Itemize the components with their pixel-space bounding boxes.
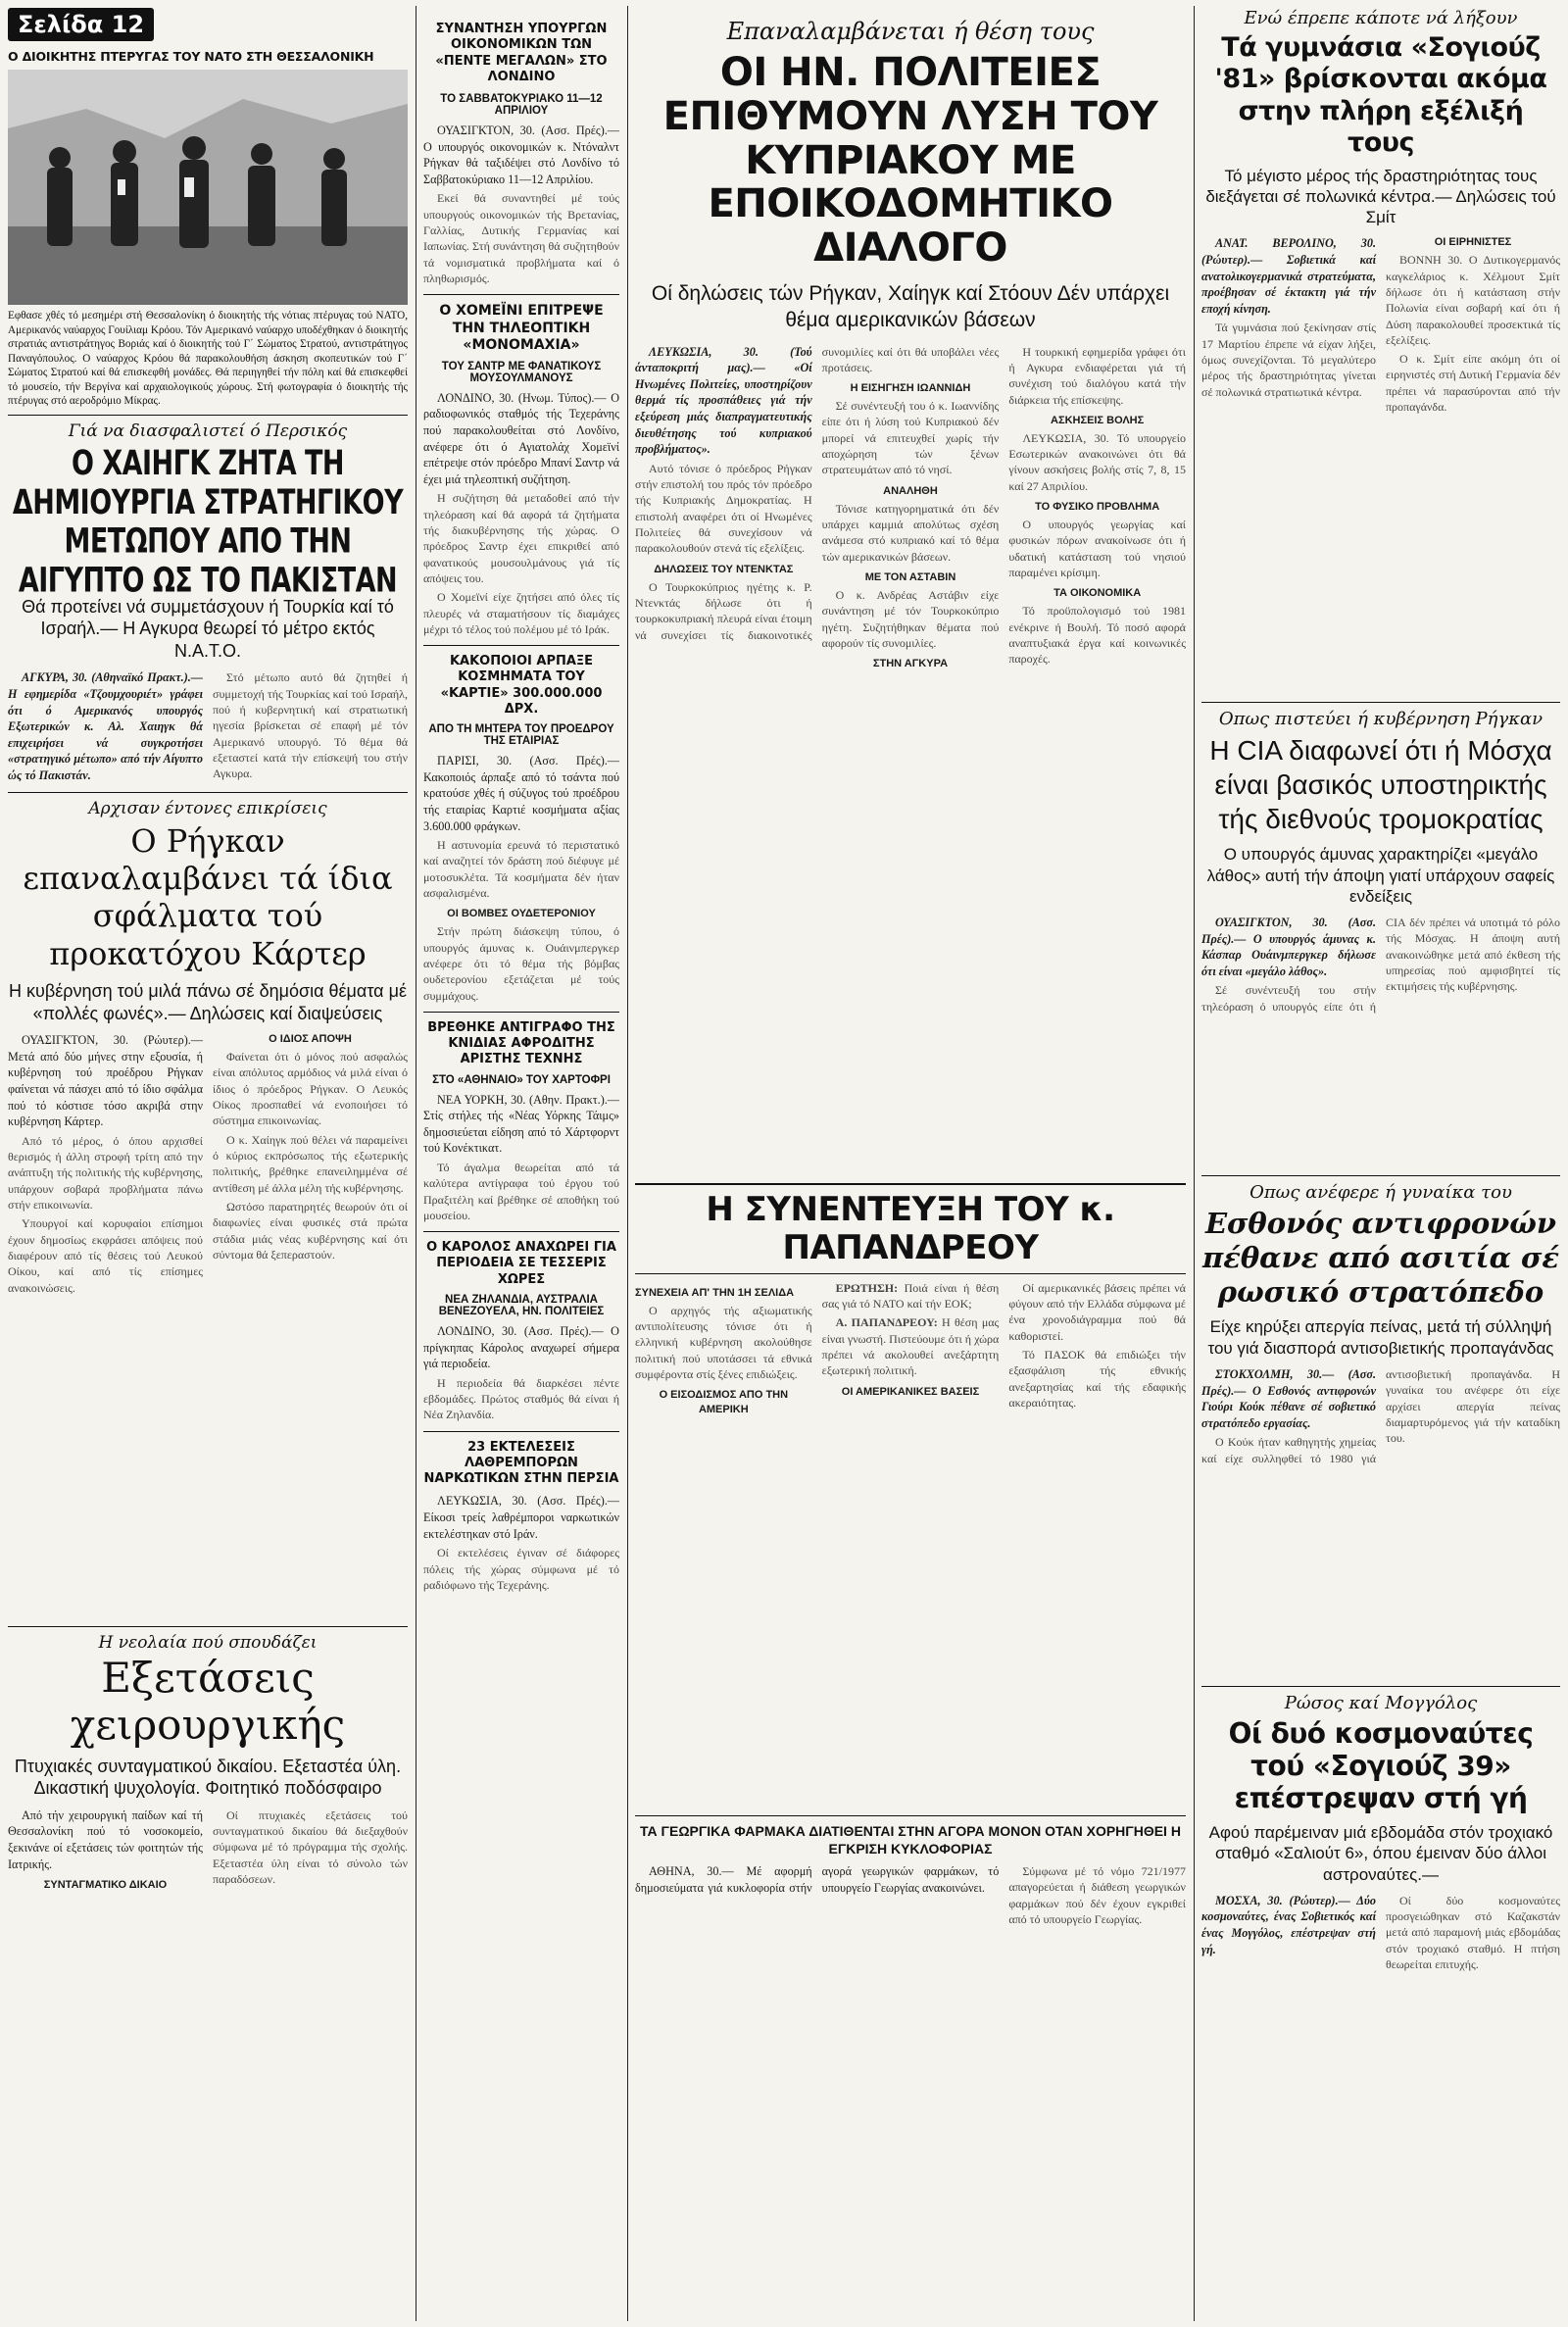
cartier-dateline: ΠΑΡΙΣΙ, 30. (Ασσ. Πρές).— Κακοποιός άρπαξε από τό τσάντα πού κρατούσε χθές ή σύζυγος τού προέδρου τής εταιρίας Καρτιέ κοσμήματα αξίας 3.600.000 φράγκων. — [423, 754, 619, 833]
photo-figures-icon — [8, 70, 408, 305]
gym-dateline: ΑΝΑΤ. ΒΕΡΟΛΙΝΟ, 30. (Ρώυτερ).— Σοβιετικά καί ανατολικογερμανικά στρατεύματα, προέβησαν σέ έκτακτη γιά τήν εποχή κίνηση. — [1201, 236, 1376, 316]
cyprus-filler-7: ΛΕΥΚΩΣΙΑ, 30. Τό υπουργείο Εσωτερικών ανακοινώνει ότι θά γίνουν ασκήσεις βολής στίς 7, 8, 15 καί 27 Απριλίου. — [1008, 430, 1186, 493]
gym-filler-3: Ο κ. Σμίτ είπε ακόμη ότι οί ειρηνιστές στή Δυτική Γερμανία δέν πρέπει νά παρασύρονται από τήν προπαγάνδα. — [1386, 352, 1560, 415]
cyprus-section-6: ΑΣΚΗΣΕΙΣ ΒΟΛΗΣ — [1051, 414, 1145, 426]
exams-section: ΣΥΝΤΑΓΜΑΤΙΚΟ ΔΙΚΑΙΟ — [43, 1879, 168, 1892]
photo-headline: Ο ΔΙΟΙΚΗΤΗΣ ΠΤΕΡΥΓΑΣ ΤΟΥ ΝΑΤΟ ΣΤΗ ΘΕΣΣΑΛΟΝΙΚΗ — [8, 49, 374, 64]
photo-caption: Εφθασε χθές τό μεσημέρι στή Θεσσαλονίκη ό διοικητής τής νότιας πτέρυγας τού ΝΑΤΟ, Αμερικανός ναύαρχος Γουίλιαμ Κρόου. Τόν Αμερικανό ναύαρχο υποδέχθηκαν ό διοικητής στρατιάς αντιστράτηγος Βοριάς καί ό διοικητής τού Γ΄ Σώματος Στρατού, αντιστράτηγος Παναγόπουλος. Ο ναύαρχος Κρόου θά παρακολουθήση άσκηση σκοπευτικών τού Γ΄ Σώματος Στρατού καί θά επισκεφθή μονάδες. Θά περιηγηθεί τήν πόλη καί θά επισκεφθεί τό μουσείο, τήν Βεργίνα καί αρχαιολογικούς χώρους. Στή φωτογραφία ό διοικητής τής πτέρυγας στό αεροδρόμιο Μίκρας. — [8, 310, 408, 408]
cia-kicker: Οπως πιστεύει ή κυβέρνηση Ρήγκαν — [1218, 709, 1544, 730]
haig-dateline: ΑΓΚΥΡΑ, 30. (Αθηναϊκό Πρακτ.).— Η εφημερίδα «Τζουμχουριέτ» γράφει ότι ό Αμερικανός υπουργός Εξωτερικών κ. Αλ. Χαιηγκ θά επιχειρήσει νά συγκροτήσει «στρατηγικό μέτωπο» από τήν Αίγυπτο ώς τό Πακιστάν. — [8, 670, 203, 782]
pesticides-article — [635, 1863, 1186, 1927]
cartier-headline: ΚΑΚΟΠΟΙΟΙ ΑΡΠΑΞΕ ΚΟΣΜΗΜΑΤΑ ΤΟΥ «ΚΑΡΤΙΕ» 300.000.000 ΔΡΧ. — [440, 654, 603, 717]
answer-label: Α. ΠΑΠΑΝΔΡΕΟΥ: — [835, 1315, 938, 1330]
cyprus-filler-6: Η τουρκική εφημερίδα γράφει ότι ή Αγκυρα ενδιαφέρεται γιά τή συνέχιση τού διαλόγου κατά τήν διάρκεια τής επίσκεψης. — [1008, 344, 1186, 407]
exams-article — [8, 1807, 408, 1893]
london-filler: Εκεί θά συναντηθεί μέ τούς υπουργούς οικονομικών τής Βρετανίας, Γαλλίας, Δυτικής Γερμανίας καί Ιαπωνίας. Στή συνάντηση θά συζητηθούν τά νομισματικά προβλήματα καί ό πληθωρισμός. — [423, 191, 619, 285]
cia-headline: Η CIA διαφωνεί ότι ή Μόσχα είναι βασικός υποστηρικτής τής διεθνούς τρομοκρατίας — [1209, 735, 1552, 835]
cyprus-section-3: ΑΝΑΛΗΘΗ — [883, 484, 938, 497]
space-subheadline: Αφού παρέμειναν μιά εβδομάδα στόν τροχιακό σταθμό «Σαλιούτ 6», όπου έμειναν δύο άλλοι αστροναύτες.— — [1208, 1823, 1553, 1884]
column-center — [635, 8, 1186, 2321]
papandreou-article — [635, 1280, 1186, 1809]
reagan-article — [8, 1032, 408, 1620]
column-rule-2 — [627, 6, 628, 2321]
space-filler: Οί δύο κοσμοναύτες προσγειώθηκαν στό Καζακστάν μετά από παραμονή μιάς εβδομάδας στόν τροχιακό σταθμό. Η πτήση θεωρείται επιτυχής. — [1386, 1893, 1560, 1972]
cyprus-kicker: Επαναλαμβάνεται ή θέση τους — [726, 18, 1095, 45]
cyprus-section-7: ΤΟ ΦΥΣΙΚΟ ΠΡΟΒΛΗΜΑ — [1035, 501, 1160, 514]
cyprus-filler-9: Τό προϋπολογισμό τού 1981 ενέκρινε ή Βουλή. Τό ποσό αφορά αναπτυξιακά έργα καί κοινωνικές παροχές. — [1008, 604, 1186, 667]
smugglers-headline: 23 ΕΚΤΕΛΕΣΕΙΣ ΛΑΘΡΕΜΠΟΡΩΝ ΝΑΡΚΩΤΙΚΩΝ ΣΤΗΝ ΠΕΡΣΙΑ — [423, 1439, 619, 1487]
cartier-article — [423, 753, 619, 1004]
ussr-dateline: ΣΤΟΚΧΟΛΜΗ, 30.— (Ασσ. Πρές).— Ο Εσθονός αντιφρονών Γιούρι Κούκ πέθανε σέ σοβιετικό στρατόπεδο εργασίας. — [1201, 1366, 1376, 1430]
papandreou-filler-5: Τό ΠΑΣΟΚ θά επιδιώξει τήν εξασφάλιση τής εθνικής ανεξαρτησίας καί τής εδαφικής ακεραιότητας. — [1008, 1348, 1186, 1410]
london-headline: ΣΥΝΑΝΤΗΣΗ ΥΠΟΥΡΓΩΝ ΟΙΚΟΝΟΜΙΚΩΝ ΤΩΝ «ΠΕΝΤΕ ΜΕΓΑΛΩΝ» ΣΤΟ ΛΟΝΔΙΝΟ — [435, 22, 608, 84]
space-dateline: ΜΟΣΧΑ, 30. (Ρώυτερ).— Δύο κοσμοναύτες, ένας Σοβιετικός καί ένας Μογγόλος, επέστρεψαν στή γή. — [1201, 1893, 1376, 1956]
reagan-subheadline: Η κυβέρνηση τού μιλά πάνω σέ δημόσια θέματα μέ «πολλές φωνές».— Δηλώσεις καί διαψεύσεις — [9, 981, 407, 1023]
gym-article — [1201, 235, 1560, 696]
cia-subheadline: Ο υπουργός άμυνας χαρακτηρίζει «μεγάλο λάθος» αυτή τήν άποψη γιατί υπάρχουν σαφείς ενδείξεις — [1206, 845, 1555, 906]
reagan-filler-5: Ωστόσο παρατηρητές θεωρούν ότι οί διαφωνίες είναι φυσικές στά πρώτα στάδια μιάς νέας κυβέρνησης καί ότι σύντομα θά ξεπεραστούν. — [213, 1199, 408, 1262]
reagan-filler-2: Υπουργοί καί κορυφαίοι επίσημοι έχουν δημοσίως εκφράσει απόψεις πού διαφέρουν από τίς θέσεις τού Λευκού Οίκου, καί από τίς επίσημες ανακοινώσεις. — [8, 1216, 203, 1295]
reagan-kicker: Αρχισαν έντονες επικρίσεις — [88, 798, 327, 818]
charles-headline: Ο ΚΑΡΟΛΟΣ ΑΝΑΧΩΡΕΙ ΓΙΑ ΠΕΡΙΟΔΕΙΑ ΣΕ ΤΕΣΣΕΡΙΣ ΧΩΡΕΣ — [426, 1240, 616, 1287]
khomeini-filler-2: Ο Χομεϊνί είχε ζητήσει από όλες τίς πλευρές νά σταματήσουν τίς διαμάχες μέχρι τό τέλος τού πολέμου μέ τό Ιράκ. — [423, 590, 619, 636]
copies-article — [423, 1092, 619, 1224]
cyprus-filler-3: Σέ συνέντευξή του ό κ. Ιωαννίδης είπε ότι ή λύση τού Κυπριακού δέν μπορεί νά επιτευχθεί χωρίς τήν αποχώρηση τών ξένων στρατευμάτων από τό νησί. — [821, 399, 1000, 477]
reagan-dateline: ΟΥΑΣΙΓΚΤΟΝ, 30. (Ρώυτερ).— Μετά από δύο μήνες στην εξουσία, ή κυβέρνηση τού προέδρου Ρήγκαν φαίνεται νά πάσχει από τό ίδιο σφάλμα πού τό κόστισε τόσο ακριβά στην κυβέρνηση Κάρτερ. — [8, 1033, 203, 1129]
charles-article — [423, 1323, 619, 1423]
cyprus-filler-1: Αυτό τόνισε ό πρόεδρος Ρήγκαν στήν επιστολή του πρός τόν πρόεδρο τής Κυπριακής Δημοκρατίας. Η επιστολή αναφέρει ότι οί Ηνωμένες Πολιτείες θά συνεχίσουν νά παρακολουθούν στενά τίς εξελίξεις. — [635, 461, 812, 556]
haig-headline: Ο ΧΑΙΗΓΚ ΖΗΤΑ ΤΗ ΔΗΜΙΟΥΡΓΙΑ ΣΤΡΑΤΗΓΙΚΟΥ ΜΕΤΩΠΟΥ ΑΠΟ ΤΗΝ ΑΙΓΥΠΤΟ ΩΣ ΤΟ ΠΑΚΙΣΤΑΝ — [12, 443, 404, 601]
reagan-headline: Ο Ρήγκαν επαναλαμβάνει τά ίδια σφάλματα τού προκατόχου Κάρτερ — [23, 821, 393, 972]
cyprus-headline: ΟΙ ΗΝ. ΠΟΛΙΤΕΙΕΣ ΕΠΙΘΥΜΟΥΝ ΛΥΣΗ ΤΟΥ ΚΥΠΡΙΑΚΟΥ ΜΕ ΕΠΟΙΚΟΔΟΜΗΤΙΚΟ ΔΙΑΛΟΓΟ — [662, 50, 1158, 272]
reagan-section: Ο ΙΔΙΟΣ ΑΠΟΨΗ — [269, 1033, 352, 1046]
gym-section: ΟΙ ΕΙΡΗΝΙΣΤΕΣ — [1434, 236, 1512, 249]
neutron-filler: Στήν πρώτη διάσκεψη τύπου, ό υπουργός άμυνας κ. Ουάινμπεργκερ ανέφερε ότι τό θέμα τής βόμβας ουδετερονίου εξετάζεται μέ τούς συμμάχους. — [423, 924, 619, 1003]
cyprus-filler-4: Τόνισε κατηγορηματικά ότι δέν υπάρχει καμμιά απολύτως σχέση ανάμεσα στό κυπριακό καί τό θέμα τών αμερικανικών βάσεων. — [821, 501, 1000, 564]
cyprus-section-2: Η ΕΙΣΗΓΗΣΗ ΙΩΑΝΝΙΔΗ — [850, 382, 971, 395]
papandreou-section-2: ΟΙ ΑΜΕΡΙΚΑΝΙΚΕΣ ΒΑΣΕΙΣ — [841, 1385, 980, 1398]
haig-filler: Στό μέτωπο αυτό θά ζητηθεί ή συμμετοχή τής Τουρκίας καί τού Ισραήλ, πού ή κυβερνητική καί στρατιωτική ηγεσία βρίσκεται σέ επαφή μέ τόν Αμερικανό υπουργό. Τό θέμα θά εξεταστεί κατά τήν επίσκεψή του στήν Αγκυρα. — [213, 670, 408, 781]
exams-dateline: Από τήν χειρουργική παίδων καί τή Θεσσαλονίκη πού τό νοσοκομείο, ξεκινάνε οί εξετάσεις τών φοιτητών τής Ιατρικής. — [8, 1807, 203, 1871]
cyprus-article — [635, 344, 1186, 1177]
ussr-headline: Εσθονός αντιφρονών πέθανε από ασιτία σέ ρωσικό στρατόπεδο — [1201, 1207, 1560, 1309]
copies-dateline: ΝΕΑ ΥΟΡΚΗ, 30. (Αθην. Πρακτ.).— Στίς στήλες τής «Νέας Υόρκης Τάιμς» δημοσιεύεται είδηση από τό Χάρτφορντ τού Κονέκτικατ. — [423, 1092, 619, 1156]
ussr-subheadline: Είχε κηρύξει απεργία πείνας, μετά τή σύλληψή του γιά διασπορά αντισοβιετικής προπαγάνδας — [1207, 1317, 1554, 1358]
london-subheadline: ΤΟ ΣΑΒΒΑΤΟΚΥΡΙΑΚΟ 11—12 ΑΠΡΙΛΙΟΥ — [440, 93, 603, 117]
reagan-filler-4: Ο κ. Χαίηγκ πού θέλει νά παραμείνει ό κύριος εκπρόσωπος τής εξωτερικής πολιτικής, βρέθηκε επανειλημμένα σέ αντίθεση μέ άλλα μέλη τής κυβέρνησης. — [213, 1132, 408, 1195]
khomeini-dateline: ΛΟΝΔΙΝΟ, 30. (Ηνωμ. Τύπος).— Ο ραδιοφωνικός σταθμός τής Τεχεράνης πού παρακολουθείται στό Λονδίνο, ανέφερε ότι ό Αγιατολάχ Χομεϊνί επέτρεψε στόν πρόεδρο Μπανί Σαντρ νά έχει μιά τηλεοπτική συζήτηση. — [423, 390, 619, 486]
cyprus-section-1: ΔΗΛΩΣΕΙΣ ΤΟΥ ΝΤΕΝΚΤΑΣ — [654, 563, 794, 575]
papandreou-filler-3: Α. ΠΑΠΑΝΔΡΕΟΥ: Η θέση μας είναι γνωστή. Πιστεύουμε ότι ή χώρα πρέπει νά ακολουθεί ανεξάρτητη εξωτερική πολιτική. — [821, 1315, 1000, 1378]
cyprus-dateline: ΛΕΥΚΩΣΙΑ, 30. (Τού άνταποκριτή μας).— «Οί Ηνωμένες Πολιτείες, υποστηρίζουν θερμά τίς προσπάθειες γιά τήν εξεύρεση μιάς διαπραγματευτικής διευθέτησης τού κυπριακού προβλήματος». — [635, 344, 812, 457]
gym-filler-2: ΒΟΝΝΗ 30. Ο Δυτικογερμανός καγκελάριος κ. Χέλμουτ Σμίτ δήλωσε ότι ή κατάσταση στήν Πολωνία είναι σοβαρή καί ότι ή Δύση παρακολουθεί προσεκτικά τίς εξελίξεις. — [1386, 253, 1560, 347]
reagan-filler-1: Από τό μέρος, ό όπου αρχισθεί θερισμός ή άλλη στροφή τρίτη από την ανάπτυξη τής πολιτικής τής κυβέρνησης, υπάρχουν σοβαρά προβλήματα πάνω στήν επικοινωνία. — [8, 1133, 203, 1212]
exams-kicker: Η νεολαία πού σπουδάζει — [98, 1633, 318, 1654]
cartier-filler: Η αστυνομία ερευνά τό περιστατικό καί αναζητεί τόν δράστη πού διέφυγε μέ μοτοσυκλέτα. Τά κοσμήματα δέν ήταν ασφαλισμένα. — [423, 838, 619, 901]
neutron-section: ΟΙ ΒΟΜΒΕΣ ΟΥΔΕΤΕΡΟΝΙΟΥ — [447, 908, 596, 920]
space-article — [1201, 1893, 1560, 1973]
gym-kicker: Ενώ έπρεπε κάποτε νά λήξουν — [1244, 8, 1518, 28]
exams-headline: Εξετάσεις χειρουργικής — [70, 1654, 346, 1750]
smugglers-filler: Οί εκτελέσεις έγιναν σέ διάφορες πόλεις τής χώρας σύμφωνα μέ τό ραδιόφωνο τής Τεχεράνης. — [423, 1546, 619, 1592]
cyprus-filler-8: Ο υπουργός γεωργίας καί φυσικών πόρων ανακοίνωσε ότι ή υδατική κατάσταση τού νησιού παραμένει κρίσιμη. — [1008, 517, 1186, 579]
cyprus-filler-2: Ο Τουρκοκύπριος ηγέτης κ. Ρ. Ντενκτάς δήλωσε ότι ή τουρκοκυπριακή πλευρά είναι έτοιμη νά συνεχίσει τίς διακοινοτικές συνομιλίες καί ότι θά υποβάλει νέες προτάσεις. — [635, 344, 1000, 642]
charles-subheadline: ΝΕΑ ΖΗΛΑΝΔΙΑ, ΑΥΣΤΡΑΛΙΑ ΒΕΝΕΖΟΥΕΛΑ, ΗΝ. ΠΟΛΙΤΕΙΕΣ — [438, 1293, 605, 1317]
charles-filler: Η περιοδεία θά διαρκέσει πέντε εβδομάδες. Πρώτος σταθμός θά είναι ή Νέα Ζηλανδία. — [423, 1375, 619, 1422]
khomeini-article — [423, 390, 619, 637]
pesticides-dateline: ΑΘΗΝΑ, 30.— Μέ αφορμή δημοσιεύματα γιά κυκλοφορία στήν αγορά γεωργικών φαρμάκων, τό υπουργείο Γεωργίας ανακοινώνει. — [635, 1864, 1000, 1895]
papandreou-headline: Η ΣΥΝΕΝΤΕΥΞΗ ΤΟΥ κ. ΠΑΠΑΝΔΡΕΟΥ — [706, 1189, 1115, 1267]
ussr-article — [1201, 1366, 1560, 1680]
haig-kicker: Γιά να διασφαλιστεί ό Περσικός — [68, 421, 348, 441]
copies-subheadline: ΣΤΟ «ΑΘΗΝΑΙΟ» ΤΟΥ ΧΑΡΤΟΦΡΙ — [432, 1073, 611, 1086]
cartier-subheadline: ΑΠΟ ΤΗ ΜΗΤΕΡΑ ΤΟΥ ΠΡΟΕΔΡΟΥ ΤΗΣ ΕΤΑΙΡΙΑΣ — [428, 723, 614, 748]
cyprus-section-5: ΣΤΗΝ ΑΓΚΥΡΑ — [872, 658, 949, 670]
london-dateline: ΟΥΑΣΙΓΚΤΟΝ, 30. (Ασσ. Πρές).— Ο υπουργός οικονομικών κ. Ντόναλντ Ρήγκαν θά ταξιδέψει στό Λονδίνο τό Σαββατοκύριακο 11—12 Απριλίου. — [423, 124, 619, 186]
nato-photo — [8, 70, 408, 305]
haig-subheadline: Θά προτείνει νά συμμετάσχουν ή Τουρκία καί τό Ισραήλ.— Η Αγκυρα θεωρεί τό μέτρο εκτός Ν.Α.Τ.Ο. — [22, 596, 394, 661]
khomeini-headline: Ο ΧΟΜΕΪΝΙ ΕΠΙΤΡΕΨΕ ΤΗΝ ΤΗΛΕΟΠΤΙΚΗ «ΜΟΝΟΜΑΧΙΑ» — [439, 303, 604, 354]
papandreou-continued: ΣΥΝΕΧΕΙΑ ΑΠ' ΤΗΝ 1Η ΣΕΛΙΔΑ — [635, 1286, 795, 1299]
london-article — [423, 123, 619, 286]
smugglers-article — [423, 1493, 619, 1593]
pesticides-headline: ΤΑ ΓΕΩΡΓΙΚΑ ΦΑΡΜΑΚΑ ΔΙΑΤΙΘΕΝΤΑΙ ΣΤΗΝ ΑΓΟΡΑ ΜΟΝΟΝ ΟΤΑΝ ΧΟΡΗΓΗΘΕΙ Η ΕΓΚΡΙΣΗ ΚΥΚΛΟΦΟΡΙΑΣ — [640, 1822, 1181, 1857]
cyprus-section-8: ΤΑ ΟΙΚΟΝΟΜΙΚΑ — [1054, 587, 1142, 600]
reagan-filler-3: Φαίνεται ότι ό μόνος πού ασφαλώς είναι απόλυτος αρμόδιος νά μιλά είναι ό ίδιος ό πρόεδρος Ρήγκαν. Ο Λευκός Οίκος προσπαθεί νά ενοποιήσει τό σύστημα επικοινωνίας. — [213, 1050, 408, 1128]
space-kicker: Ρώσος καί Μογγόλος — [1284, 1692, 1478, 1713]
column-right — [1201, 8, 1560, 2321]
column-rule-3 — [1194, 6, 1195, 2321]
cia-filler: Σέ συνέντευξή του στήν τηλεόραση ό υπουργός είπε ότι ή CIA δέν πρέπει νά υποτιμά τό ρόλο τής Μόσχας. Η άποψη αυτή ανακοινώθηκε μετά από έκθεση τής υπηρεσίας πού αμφισβητεί τίς εκτιμήσεις τής κυβέρνησης. — [1201, 916, 1560, 1014]
papandreou-filler-2: ΕΡΩΤΗΣΗ: Ποιά είναι ή θέση σας γιά τό ΝΑΤΟ καί τήν ΕΟΚ; — [821, 1280, 1000, 1312]
cyprus-section-4: ΜΕ ΤΟΝ ΑΣΤΑΒΙΝ — [864, 570, 956, 583]
exams-filler: Οί πτυχιακές εξετάσεις τού συνταγματικού δικαίου θά διεξαχθούν σύμφωνα μέ τό πρόγραμμα τής σχολής. Εξεταστέα ύλη είναι τό σύνολο τών παραδόσεων. — [213, 1807, 408, 1887]
smugglers-dateline: ΛΕΥΚΩΣΙΑ, 30. (Ασσ. Πρές).— Είκοσι τρείς λαθρέμποροι ναρκωτικών εκτελέστηκαν στό Ιράν. — [423, 1494, 619, 1541]
papandreou-filler-4: Οί αμερικανικές βάσεις πρέπει νά φύγουν από τήν Ελλάδα σύμφωνα μέ ένα χρονοδιάγραμμα πού θά καθοριστεί. — [1008, 1280, 1186, 1343]
haig-article — [8, 669, 408, 785]
khomeini-subheadline: ΤΟΥ ΣΑΝΤΡ ΜΕ ΦΑΝΑΤΙΚΟΥΣ ΜΟΥΣΟΥΛΜΑΝΟΥΣ — [441, 360, 602, 384]
ussr-filler: Ο Κούκ ήταν καθηγητής χημείας καί είχε συλληφθεί τό 1980 γιά αντισοβιετική προπαγάνδα. Η γυναίκα του ανέφερε ότι είχε αρχίσει απεργία πείνας διαμαρτυρόμενος γιά τήν καταδίκη του. — [1201, 1366, 1560, 1465]
charles-dateline: ΛΟΝΔΙΝΟ, 30. (Ασσ. Πρές).— Ο πρίγκηπας Κάρολος αναχωρεί σήμερα γιά περιοδεία. — [423, 1323, 619, 1371]
gym-subheadline: Τό μέγιστο μέρος τής δραστηριότητας τους διεξάγεται σέ πολωνικά κέντρα.— Δηλώσεις τού Σμίτ — [1205, 166, 1556, 227]
page-label: Σελίδα 12 — [8, 8, 154, 41]
column-2 — [423, 8, 619, 2321]
space-headline: Οί δυό κοσμοναύτες τού «Σογιούζ 39» επέστρεψαν στή γή — [1228, 1716, 1534, 1815]
ussr-kicker: Οπως ανέφερε ή γυναίκα του — [1250, 1182, 1512, 1204]
papandreou-section-1: Ο ΕΙΣΟΔΙΣΜΟΣ ΑΠΟ ΤΗΝ ΑΜΕΡΙΚΗ — [659, 1389, 789, 1416]
gym-headline: Τά γυμνάσια «Σογιούζ '81» βρίσκονται ακόμα στην πλήρη εξέλιξή τους — [1214, 32, 1547, 159]
column-left — [8, 8, 408, 2321]
pesticides-filler: Σύμφωνα μέ τό νόμο 721/1977 απαγορεύεται ή διάθεση γεωργικών φαρμάκων πού δέν έχουν εγκριθεί από τό υπουργείο Γεωργίας. — [1008, 1864, 1186, 1927]
cyprus-subheadline: Οί δηλώσεις τών Ρήγκαν, Χαίηγκ καί Στόουν Δέν υπάρχει θέμα αμερικανικών βάσεων — [651, 281, 1170, 332]
cia-dateline: ΟΥΑΣΙΓΚΤΟΝ, 30. (Ασσ. Πρές).— Ο υπουργός άμυνας κ. Κάσπαρ Ουάινμπεργκερ δήλωσε ότι είναι «μεγάλο λάθος». — [1201, 916, 1376, 978]
question-label: ΕΡΩΤΗΣΗ: — [835, 1280, 899, 1295]
khomeini-filler: Η συζήτηση θά μεταδοθεί από τήν τηλεόραση καί θά αφορά τά ζητήματα τής διακυβέρνησης τής χώρας. Ο πρόεδρος Σαντρ έχει επικριθεί από φανατικούς μουσουλμάνους γιά τίς απόψεις του. — [423, 491, 619, 585]
cia-article — [1201, 915, 1560, 1169]
papandreou-filler-1: Ο αρχηγός τής αξιωματικής αντιπολίτευσης τόνισε ότι ή ελληνική κυβέρνηση ακολούθησε πολιτική πού υποτάσσει τά εθνικά συμφέροντα στίς ξένες επιδιώξεις. — [635, 1303, 812, 1381]
copies-headline: ΒΡΕΘΗΚΕ ΑΝΤΙΓΡΑΦΟ ΤΗΣ ΚΝΙΔΙΑΣ ΑΦΡΟΔΙΤΗΣ ΑΡΙΣΤΗΣ ΤΕΧΝΗΣ — [427, 1019, 615, 1067]
copies-filler: Τό άγαλμα θεωρείται από τά καλύτερα αντίγραφα τού έργου τού Πραξιτέλη καί βρέθηκε σέ αποθήκη τού μουσείου. — [423, 1160, 619, 1222]
cyprus-filler-5: Ο κ. Ανδρέας Αστάβιν είχε συνάντηση μέ τόν Τουρκοκύπριο ηγέτη. Συζητήθηκαν θέματα πού αφορούν τίς συνομιλίες. — [821, 587, 1000, 650]
gym-filler-1: Τά γυμνάσια πού ξεκίνησαν στίς 17 Μαρτίου έπρεπε νά είχαν λήξει, όμως συνεχίζονται. Τό μεγαλύτερο μέρος τής δραστηριότητας γίνεται σέ πολωνικά στρατιωτικά κέντρα. — [1201, 321, 1376, 399]
exams-subheadline: Πτυχιακές συνταγματικού δικαίου. Εξεταστέα ύλη. Δικαστική ψυχολογία. Φοιτητικό ποδόσφαιρο — [14, 1756, 402, 1799]
